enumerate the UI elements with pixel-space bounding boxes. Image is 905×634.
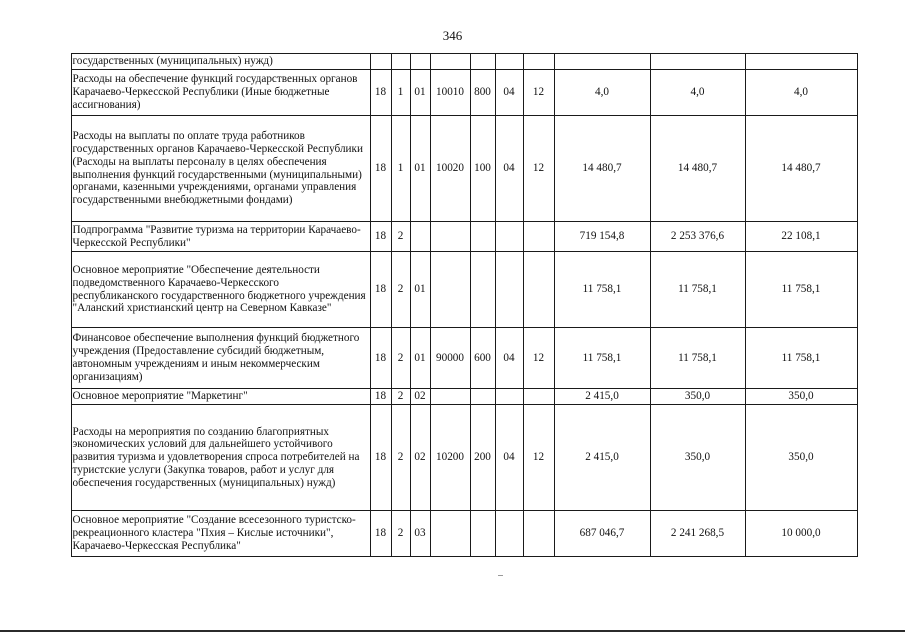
amount-cell: 14 480,7 bbox=[650, 116, 745, 222]
amount-cell: 4,0 bbox=[745, 70, 857, 116]
code-cell bbox=[523, 389, 554, 405]
row-name: Основное мероприятие "Создание всесезонного туристско-рекреационного кластера "Пхия – Кислые источники", Карачаево-Черкесская Республика" bbox=[71, 511, 370, 557]
page-number: 346 bbox=[442, 28, 463, 43]
code-cell bbox=[495, 252, 523, 328]
amount-cell: 350,0 bbox=[745, 389, 857, 405]
code-cell: 01 bbox=[410, 252, 430, 328]
code-cell: 18 bbox=[370, 389, 391, 405]
code-cell bbox=[470, 389, 495, 405]
amount-cell bbox=[554, 54, 650, 70]
code-cell: 18 bbox=[370, 116, 391, 222]
code-cell: 01 bbox=[410, 116, 430, 222]
code-cell bbox=[430, 389, 470, 405]
code-cell: 04 bbox=[495, 116, 523, 222]
code-cell: 2 bbox=[391, 328, 410, 389]
row-name: государственных (муниципальных) нужд) bbox=[71, 54, 370, 70]
table-row bbox=[46, 328, 857, 389]
table-row bbox=[46, 252, 857, 328]
budget-table bbox=[46, 53, 858, 557]
code-cell: 18 bbox=[370, 328, 391, 389]
code-cell bbox=[430, 511, 470, 557]
code-cell: 1 bbox=[391, 116, 410, 222]
code-cell bbox=[410, 54, 430, 70]
table-row bbox=[46, 222, 857, 252]
amount-cell: 350,0 bbox=[745, 405, 857, 511]
amount-cell: 2 241 268,5 bbox=[650, 511, 745, 557]
code-cell: 2 bbox=[391, 511, 410, 557]
row-name: Расходы на мероприятия по созданию благоприятных экономических условий для дальнейшего устойчивого развития туризма и удовлетворения спроса потребителей на туристские услуги (Закупка товаров, работ и услуг для обеспечения государственных (муниципальных) нужд) bbox=[71, 405, 370, 511]
amount-cell bbox=[650, 54, 745, 70]
code-cell bbox=[470, 252, 495, 328]
code-cell bbox=[523, 252, 554, 328]
code-cell: 1 bbox=[391, 70, 410, 116]
code-cell bbox=[523, 54, 554, 70]
page-bottom-edge bbox=[0, 630, 905, 632]
code-cell bbox=[495, 389, 523, 405]
code-cell: 2 bbox=[391, 222, 410, 252]
table-row bbox=[46, 116, 857, 222]
code-cell: 10200 bbox=[430, 405, 470, 511]
amount-cell: 11 758,1 bbox=[650, 328, 745, 389]
code-cell: 10020 bbox=[430, 116, 470, 222]
code-cell: 2 bbox=[391, 405, 410, 511]
table-row bbox=[46, 389, 857, 405]
row-name: Подпрограмма "Развитие туризма на территории Карачаево-Черкесской Республики" bbox=[71, 222, 370, 252]
code-cell: 600 bbox=[470, 328, 495, 389]
amount-cell: 22 108,1 bbox=[745, 222, 857, 252]
table-row bbox=[46, 405, 857, 511]
code-cell: 02 bbox=[410, 389, 430, 405]
amount-cell: 11 758,1 bbox=[554, 328, 650, 389]
code-cell bbox=[523, 511, 554, 557]
code-cell bbox=[430, 252, 470, 328]
scan-speck bbox=[498, 575, 503, 576]
row-name: Расходы на обеспечение функций государственных органов Карачаево-Черкесской Республики (Иные бюджетные ассигнования) bbox=[71, 70, 370, 116]
code-cell: 90000 bbox=[430, 328, 470, 389]
code-cell bbox=[470, 222, 495, 252]
code-cell bbox=[410, 222, 430, 252]
code-cell: 18 bbox=[370, 70, 391, 116]
amount-cell: 4,0 bbox=[554, 70, 650, 116]
code-cell bbox=[370, 54, 391, 70]
code-cell: 18 bbox=[370, 252, 391, 328]
code-cell: 04 bbox=[495, 70, 523, 116]
code-cell: 18 bbox=[370, 511, 391, 557]
code-cell bbox=[495, 511, 523, 557]
code-cell: 04 bbox=[495, 405, 523, 511]
code-cell: 10010 bbox=[430, 70, 470, 116]
amount-cell: 2 415,0 bbox=[554, 389, 650, 405]
row-name: Финансовое обеспечение выполнения функций бюджетного учреждения (Предоставление субсидий бюджетным, автономным учреждениям и иным некоммерческим организациям) bbox=[71, 328, 370, 389]
code-cell: 04 bbox=[495, 328, 523, 389]
code-cell bbox=[495, 222, 523, 252]
code-cell: 200 bbox=[470, 405, 495, 511]
code-cell: 2 bbox=[391, 389, 410, 405]
code-cell bbox=[470, 54, 495, 70]
row-name: Основное мероприятие "Маркетинг" bbox=[71, 389, 370, 405]
code-cell: 100 bbox=[470, 116, 495, 222]
amount-cell: 11 758,1 bbox=[650, 252, 745, 328]
amount-cell: 10 000,0 bbox=[745, 511, 857, 557]
row-name: Расходы на выплаты по оплате труда работников государственных органов Карачаево-Черкесской Республики (Расходы на выплаты персоналу в целях обеспечения выполнения функций государственными (муниципальными) органами, казенными учреждениями, органами управления государственными внебюджетными фондами) bbox=[71, 116, 370, 222]
row-name: Основное мероприятие "Обеспечение деятельности подведомственного Карачаево-Черкесского республиканского государственного бюджетного учреждения "Аланский христианский центр на Северном Кавказе" bbox=[71, 252, 370, 328]
code-cell bbox=[430, 54, 470, 70]
amount-cell: 2 253 376,6 bbox=[650, 222, 745, 252]
code-cell bbox=[523, 222, 554, 252]
code-cell bbox=[495, 54, 523, 70]
table-row bbox=[46, 54, 857, 70]
code-cell bbox=[470, 511, 495, 557]
code-cell: 12 bbox=[523, 405, 554, 511]
amount-cell: 11 758,1 bbox=[745, 252, 857, 328]
amount-cell: 11 758,1 bbox=[554, 252, 650, 328]
amount-cell: 687 046,7 bbox=[554, 511, 650, 557]
code-cell: 12 bbox=[523, 116, 554, 222]
code-cell: 18 bbox=[370, 222, 391, 252]
code-cell: 02 bbox=[410, 405, 430, 511]
amount-cell: 719 154,8 bbox=[554, 222, 650, 252]
code-cell: 18 bbox=[370, 405, 391, 511]
amount-cell: 14 480,7 bbox=[554, 116, 650, 222]
code-cell: 01 bbox=[410, 70, 430, 116]
code-cell: 800 bbox=[470, 70, 495, 116]
code-cell: 03 bbox=[410, 511, 430, 557]
amount-cell: 11 758,1 bbox=[745, 328, 857, 389]
table-row bbox=[46, 511, 857, 557]
amount-cell: 350,0 bbox=[650, 389, 745, 405]
amount-cell: 2 415,0 bbox=[554, 405, 650, 511]
code-cell: 2 bbox=[391, 252, 410, 328]
code-cell: 01 bbox=[410, 328, 430, 389]
amount-cell: 350,0 bbox=[650, 405, 745, 511]
amount-cell bbox=[745, 54, 857, 70]
amount-cell: 4,0 bbox=[650, 70, 745, 116]
code-cell: 12 bbox=[523, 70, 554, 116]
table-row bbox=[46, 70, 857, 116]
code-cell: 12 bbox=[523, 328, 554, 389]
amount-cell: 14 480,7 bbox=[745, 116, 857, 222]
code-cell bbox=[391, 54, 410, 70]
code-cell bbox=[430, 222, 470, 252]
